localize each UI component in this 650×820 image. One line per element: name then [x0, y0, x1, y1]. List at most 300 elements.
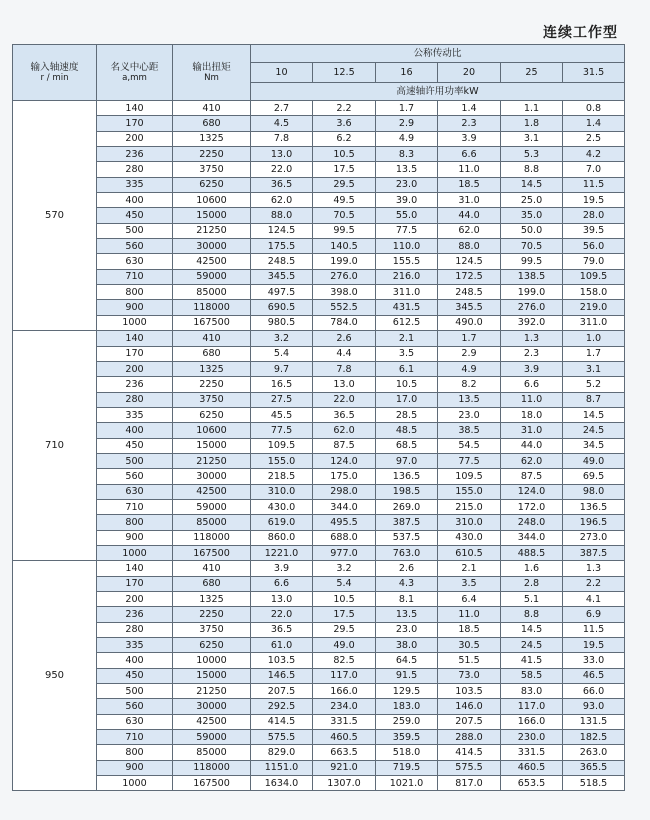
power-cell: 10.5: [313, 147, 376, 162]
power-cell: 62.0: [501, 453, 563, 468]
power-cell: 138.5: [501, 269, 563, 284]
output-torque-cell: 410: [173, 101, 251, 116]
table-row: [13, 285, 625, 300]
output-torque-cell: 85000: [173, 515, 251, 530]
power-cell: 490.0: [438, 315, 501, 330]
power-cell: 11.5: [563, 177, 625, 192]
header-ratio-cell: 10: [251, 63, 313, 83]
center-distance-cell: 236: [97, 607, 173, 622]
power-cell: 13.0: [251, 147, 313, 162]
power-cell: 6.2: [313, 131, 376, 146]
power-cell: 196.5: [563, 515, 625, 530]
table-row: [13, 714, 625, 729]
power-cell: 91.5: [376, 668, 438, 683]
power-cell: 518.5: [563, 776, 625, 791]
power-cell: 62.0: [313, 423, 376, 438]
power-cell: 980.5: [251, 315, 313, 330]
power-cell: 22.0: [251, 607, 313, 622]
header-ratio-cell: 20: [438, 63, 501, 83]
output-torque-cell: 10600: [173, 423, 251, 438]
power-cell: 1.0: [563, 331, 625, 346]
table-row: [13, 346, 625, 361]
center-distance-cell: 236: [97, 377, 173, 392]
table-row: [13, 453, 625, 468]
center-distance-cell: 1000: [97, 315, 173, 330]
power-cell: 17.5: [313, 607, 376, 622]
header-center-distance-label: 名义中心距: [110, 61, 159, 73]
power-cell: 155.0: [251, 453, 313, 468]
output-torque-cell: 10000: [173, 653, 251, 668]
power-cell: 24.5: [501, 638, 563, 653]
power-cell: 460.5: [501, 760, 563, 775]
table-row: [13, 131, 625, 146]
power-cell: 2.6: [376, 561, 438, 576]
power-cell: 82.5: [313, 653, 376, 668]
power-cell: 248.0: [501, 515, 563, 530]
table-row: [13, 776, 625, 791]
power-cell: 387.5: [376, 515, 438, 530]
power-cell: 7.0: [563, 162, 625, 177]
power-cell: 414.5: [251, 714, 313, 729]
power-cell: 234.0: [313, 699, 376, 714]
power-cell: 155.0: [438, 484, 501, 499]
power-cell: 124.5: [438, 254, 501, 269]
center-distance-cell: 236: [97, 147, 173, 162]
power-cell: 11.0: [438, 607, 501, 622]
table-row: [13, 545, 625, 560]
output-torque-cell: 15000: [173, 438, 251, 453]
power-cell: 4.9: [438, 361, 501, 376]
power-cell: 68.5: [376, 438, 438, 453]
table-row: [13, 622, 625, 637]
power-cell: 166.0: [313, 684, 376, 699]
power-cell: 39.5: [563, 223, 625, 238]
center-distance-cell: 170: [97, 576, 173, 591]
header-center-distance: [97, 45, 173, 101]
power-cell: 11.5: [563, 622, 625, 637]
power-cell: 14.5: [563, 407, 625, 422]
center-distance-cell: 710: [97, 499, 173, 514]
header-input-speed-unit: r / min: [40, 72, 69, 83]
center-distance-cell: 710: [97, 269, 173, 284]
power-cell: 44.0: [501, 438, 563, 453]
table-row: [13, 423, 625, 438]
power-cell: 83.0: [501, 684, 563, 699]
output-torque-cell: 59000: [173, 499, 251, 514]
center-distance-cell: 800: [97, 285, 173, 300]
power-cell: 109.5: [563, 269, 625, 284]
power-cell: 77.5: [376, 223, 438, 238]
power-cell: 763.0: [376, 545, 438, 560]
power-cell: 3.2: [251, 331, 313, 346]
power-cell: 13.0: [251, 592, 313, 607]
power-cell: 719.5: [376, 760, 438, 775]
table-row: [13, 193, 625, 208]
output-torque-cell: 410: [173, 561, 251, 576]
power-cell: 2.5: [563, 131, 625, 146]
power-cell: 276.0: [313, 269, 376, 284]
power-cell: 5.3: [501, 147, 563, 162]
power-cell: 688.0: [313, 530, 376, 545]
power-cell: 460.5: [313, 730, 376, 745]
power-cell: 6.1: [376, 361, 438, 376]
power-cell: 5.2: [563, 377, 625, 392]
output-torque-cell: 2250: [173, 607, 251, 622]
table-row: [13, 331, 625, 346]
power-cell: 2.6: [313, 331, 376, 346]
power-cell: 497.5: [251, 285, 313, 300]
table-row: [13, 116, 625, 131]
power-cell: 6.6: [438, 147, 501, 162]
power-cell: 8.7: [563, 392, 625, 407]
power-cell: 921.0: [313, 760, 376, 775]
power-cell: 1021.0: [376, 776, 438, 791]
power-cell: 273.0: [563, 530, 625, 545]
table-row: [13, 208, 625, 223]
power-cell: 19.5: [563, 638, 625, 653]
power-cell: 2.7: [251, 101, 313, 116]
power-cell: 14.5: [501, 177, 563, 192]
power-cell: 48.5: [376, 423, 438, 438]
power-cell: 55.0: [376, 208, 438, 223]
power-cell: 25.0: [501, 193, 563, 208]
power-cell: 31.0: [501, 423, 563, 438]
power-cell: 298.0: [313, 484, 376, 499]
power-cell: 359.5: [376, 730, 438, 745]
power-cell: 172.5: [438, 269, 501, 284]
power-cell: 24.5: [563, 423, 625, 438]
power-cell: 99.5: [313, 223, 376, 238]
power-cell: 6.9: [563, 607, 625, 622]
power-cell: 23.0: [376, 177, 438, 192]
power-cell: 575.5: [251, 730, 313, 745]
power-cell: 50.0: [501, 223, 563, 238]
power-cell: 10.5: [313, 592, 376, 607]
power-cell: 34.5: [563, 438, 625, 453]
power-cell: 11.0: [501, 392, 563, 407]
power-cell: 129.5: [376, 684, 438, 699]
power-cell: 88.0: [438, 239, 501, 254]
power-cell: 292.5: [251, 699, 313, 714]
table-row: [13, 638, 625, 653]
output-torque-cell: 15000: [173, 208, 251, 223]
power-cell: 29.5: [313, 177, 376, 192]
table-row: [13, 254, 625, 269]
power-cell: 2.3: [438, 116, 501, 131]
power-cell: 33.0: [563, 653, 625, 668]
center-distance-cell: 500: [97, 684, 173, 699]
power-cell: 13.5: [376, 162, 438, 177]
center-distance-cell: 450: [97, 208, 173, 223]
power-cell: 430.0: [438, 530, 501, 545]
table-row: [13, 668, 625, 683]
center-distance-cell: 335: [97, 638, 173, 653]
table-row: [13, 469, 625, 484]
power-cell: 3.1: [563, 361, 625, 376]
power-cell: 219.0: [563, 300, 625, 315]
power-cell: 23.0: [438, 407, 501, 422]
output-torque-cell: 2250: [173, 147, 251, 162]
output-torque-cell: 680: [173, 116, 251, 131]
power-cell: 10.5: [376, 377, 438, 392]
output-torque-cell: 1325: [173, 131, 251, 146]
power-cell: 58.5: [501, 668, 563, 683]
power-cell: 5.1: [501, 592, 563, 607]
power-cell: 829.0: [251, 745, 313, 760]
power-cell: 860.0: [251, 530, 313, 545]
table-row: [13, 576, 625, 591]
power-cell: 1.6: [501, 561, 563, 576]
header-output-torque-label: 输出扭矩: [192, 61, 231, 73]
power-cell: 61.0: [251, 638, 313, 653]
output-torque-cell: 85000: [173, 745, 251, 760]
output-torque-cell: 1325: [173, 361, 251, 376]
power-cell: 4.3: [376, 576, 438, 591]
power-cell: 93.0: [563, 699, 625, 714]
power-cell: 3.9: [251, 561, 313, 576]
power-cell: 392.0: [501, 315, 563, 330]
output-torque-cell: 2250: [173, 377, 251, 392]
table-row: [13, 515, 625, 530]
output-torque-cell: 167500: [173, 776, 251, 791]
power-cell: 215.0: [438, 499, 501, 514]
power-cell: 612.5: [376, 315, 438, 330]
power-cell: 248.5: [438, 285, 501, 300]
power-cell: 431.5: [376, 300, 438, 315]
power-cell: 488.5: [501, 545, 563, 560]
table-row: [13, 223, 625, 238]
power-cell: 146.5: [251, 668, 313, 683]
header-output-torque-unit: Nm: [204, 72, 219, 83]
power-cell: 79.0: [563, 254, 625, 269]
power-cell: 4.9: [376, 131, 438, 146]
power-cell: 1.4: [563, 116, 625, 131]
power-cell: 1307.0: [313, 776, 376, 791]
page-title: 连续工作型: [543, 25, 618, 41]
center-distance-cell: 170: [97, 116, 173, 131]
output-torque-cell: 59000: [173, 269, 251, 284]
power-cell: 207.5: [251, 684, 313, 699]
power-cell: 23.0: [376, 622, 438, 637]
output-torque-cell: 42500: [173, 484, 251, 499]
power-cell: 117.0: [313, 668, 376, 683]
power-cell: 49.5: [313, 193, 376, 208]
power-cell: 1.1: [501, 101, 563, 116]
center-distance-cell: 170: [97, 346, 173, 361]
power-cell: 56.0: [563, 239, 625, 254]
power-cell: 198.5: [376, 484, 438, 499]
center-distance-cell: 630: [97, 254, 173, 269]
table-row: [13, 177, 625, 192]
power-cell: 248.5: [251, 254, 313, 269]
power-cell: 610.5: [438, 545, 501, 560]
table-row: [13, 684, 625, 699]
header-output-torque: [173, 45, 251, 101]
table-row: [13, 407, 625, 422]
power-cell: 619.0: [251, 515, 313, 530]
power-cell: 109.5: [251, 438, 313, 453]
power-cell: 8.8: [501, 607, 563, 622]
power-cell: 11.0: [438, 162, 501, 177]
power-cell: 2.2: [313, 101, 376, 116]
header-center-distance-unit: a,mm: [122, 72, 147, 83]
power-cell: 41.5: [501, 653, 563, 668]
output-torque-cell: 118000: [173, 530, 251, 545]
power-cell: 276.0: [501, 300, 563, 315]
power-cell: 99.5: [501, 254, 563, 269]
center-distance-cell: 200: [97, 592, 173, 607]
input-speed-cell: 950: [13, 561, 97, 791]
power-cell: 7.8: [313, 361, 376, 376]
power-cell: 263.0: [563, 745, 625, 760]
power-cell: 2.8: [501, 576, 563, 591]
center-distance-cell: 140: [97, 561, 173, 576]
header-ratio-cell: 16: [376, 63, 438, 83]
power-cell: 172.0: [501, 499, 563, 514]
header-ratio-cell: 25: [501, 63, 563, 83]
power-cell: 7.8: [251, 131, 313, 146]
table-row: [13, 269, 625, 284]
power-cell: 44.0: [438, 208, 501, 223]
power-cell: 136.5: [563, 499, 625, 514]
output-torque-cell: 118000: [173, 300, 251, 315]
power-cell: 124.0: [313, 453, 376, 468]
power-cell: 9.7: [251, 361, 313, 376]
power-cell: 977.0: [313, 545, 376, 560]
power-cell: 22.0: [313, 392, 376, 407]
power-cell: 117.0: [501, 699, 563, 714]
table-row: [13, 730, 625, 745]
table-row: [13, 484, 625, 499]
power-cell: 31.0: [438, 193, 501, 208]
power-cell: 690.5: [251, 300, 313, 315]
power-cell: 1151.0: [251, 760, 313, 775]
table-row: [13, 377, 625, 392]
power-cell: 38.0: [376, 638, 438, 653]
power-cell: 653.5: [501, 776, 563, 791]
power-cell: 18.0: [501, 407, 563, 422]
output-torque-cell: 6250: [173, 638, 251, 653]
power-cell: 14.5: [501, 622, 563, 637]
power-cell: 2.3: [501, 346, 563, 361]
power-cell: 49.0: [563, 453, 625, 468]
power-cell: 3.5: [376, 346, 438, 361]
power-cell: 77.5: [251, 423, 313, 438]
power-cell: 230.0: [501, 730, 563, 745]
power-cell: 73.0: [438, 668, 501, 683]
table-row: [13, 530, 625, 545]
table-row: [13, 392, 625, 407]
center-distance-cell: 800: [97, 745, 173, 760]
header-nominal-ratio: 公称传动比: [251, 45, 625, 63]
power-cell: 1634.0: [251, 776, 313, 791]
input-speed-cell: 570: [13, 101, 97, 331]
table-row: [13, 300, 625, 315]
power-cell: 0.8: [563, 101, 625, 116]
power-cell: 28.5: [376, 407, 438, 422]
power-cell: 97.0: [376, 453, 438, 468]
power-cell: 158.0: [563, 285, 625, 300]
power-cell: 49.0: [313, 638, 376, 653]
power-cell: 398.0: [313, 285, 376, 300]
table-row: [13, 101, 625, 116]
center-distance-cell: 500: [97, 223, 173, 238]
center-distance-cell: 400: [97, 193, 173, 208]
output-torque-cell: 59000: [173, 730, 251, 745]
power-cell: 552.5: [313, 300, 376, 315]
power-cell: 1.3: [563, 561, 625, 576]
power-cell: 3.1: [501, 131, 563, 146]
power-cell: 16.5: [251, 377, 313, 392]
center-distance-cell: 630: [97, 714, 173, 729]
header-ratio-cell: 12.5: [313, 63, 376, 83]
power-cell: 1.3: [501, 331, 563, 346]
center-distance-cell: 630: [97, 484, 173, 499]
power-cell: 199.0: [501, 285, 563, 300]
power-cell: 2.1: [438, 561, 501, 576]
power-cell: 87.5: [501, 469, 563, 484]
table-row: [13, 653, 625, 668]
power-cell: 8.2: [438, 377, 501, 392]
power-cell: 19.5: [563, 193, 625, 208]
center-distance-cell: 1000: [97, 776, 173, 791]
power-cell: 64.5: [376, 653, 438, 668]
power-cell: 131.5: [563, 714, 625, 729]
power-cell: 387.5: [563, 545, 625, 560]
power-cell: 62.0: [251, 193, 313, 208]
power-cell: 344.0: [313, 499, 376, 514]
table-row: [13, 607, 625, 622]
power-cell: 175.0: [313, 469, 376, 484]
center-distance-cell: 500: [97, 453, 173, 468]
power-cell: 51.5: [438, 653, 501, 668]
output-torque-cell: 15000: [173, 668, 251, 683]
power-cell: 88.0: [251, 208, 313, 223]
output-torque-cell: 30000: [173, 469, 251, 484]
power-cell: 27.5: [251, 392, 313, 407]
power-cell: 183.0: [376, 699, 438, 714]
power-cell: 345.5: [251, 269, 313, 284]
power-cell: 1.7: [563, 346, 625, 361]
power-cell: 110.0: [376, 239, 438, 254]
output-torque-cell: 85000: [173, 285, 251, 300]
power-cell: 5.4: [251, 346, 313, 361]
power-cell: 22.0: [251, 162, 313, 177]
power-cell: 87.5: [313, 438, 376, 453]
table-row: [13, 315, 625, 330]
power-cell: 69.5: [563, 469, 625, 484]
power-cell: 54.5: [438, 438, 501, 453]
center-distance-cell: 200: [97, 131, 173, 146]
output-torque-cell: 410: [173, 331, 251, 346]
power-cell: 103.5: [251, 653, 313, 668]
power-cell: 175.5: [251, 239, 313, 254]
table-row: [13, 745, 625, 760]
header-input-speed-label: 输入轴速度: [30, 61, 79, 73]
power-cell: 4.2: [563, 147, 625, 162]
power-cell: 18.5: [438, 622, 501, 637]
center-distance-cell: 800: [97, 515, 173, 530]
power-cell: 4.4: [313, 346, 376, 361]
power-cell: 140.5: [313, 239, 376, 254]
table-row: [13, 438, 625, 453]
power-cell: 259.0: [376, 714, 438, 729]
power-cell: 182.5: [563, 730, 625, 745]
power-cell: 136.5: [376, 469, 438, 484]
power-cell: 414.5: [438, 745, 501, 760]
center-distance-cell: 335: [97, 177, 173, 192]
power-cell: 3.9: [438, 131, 501, 146]
